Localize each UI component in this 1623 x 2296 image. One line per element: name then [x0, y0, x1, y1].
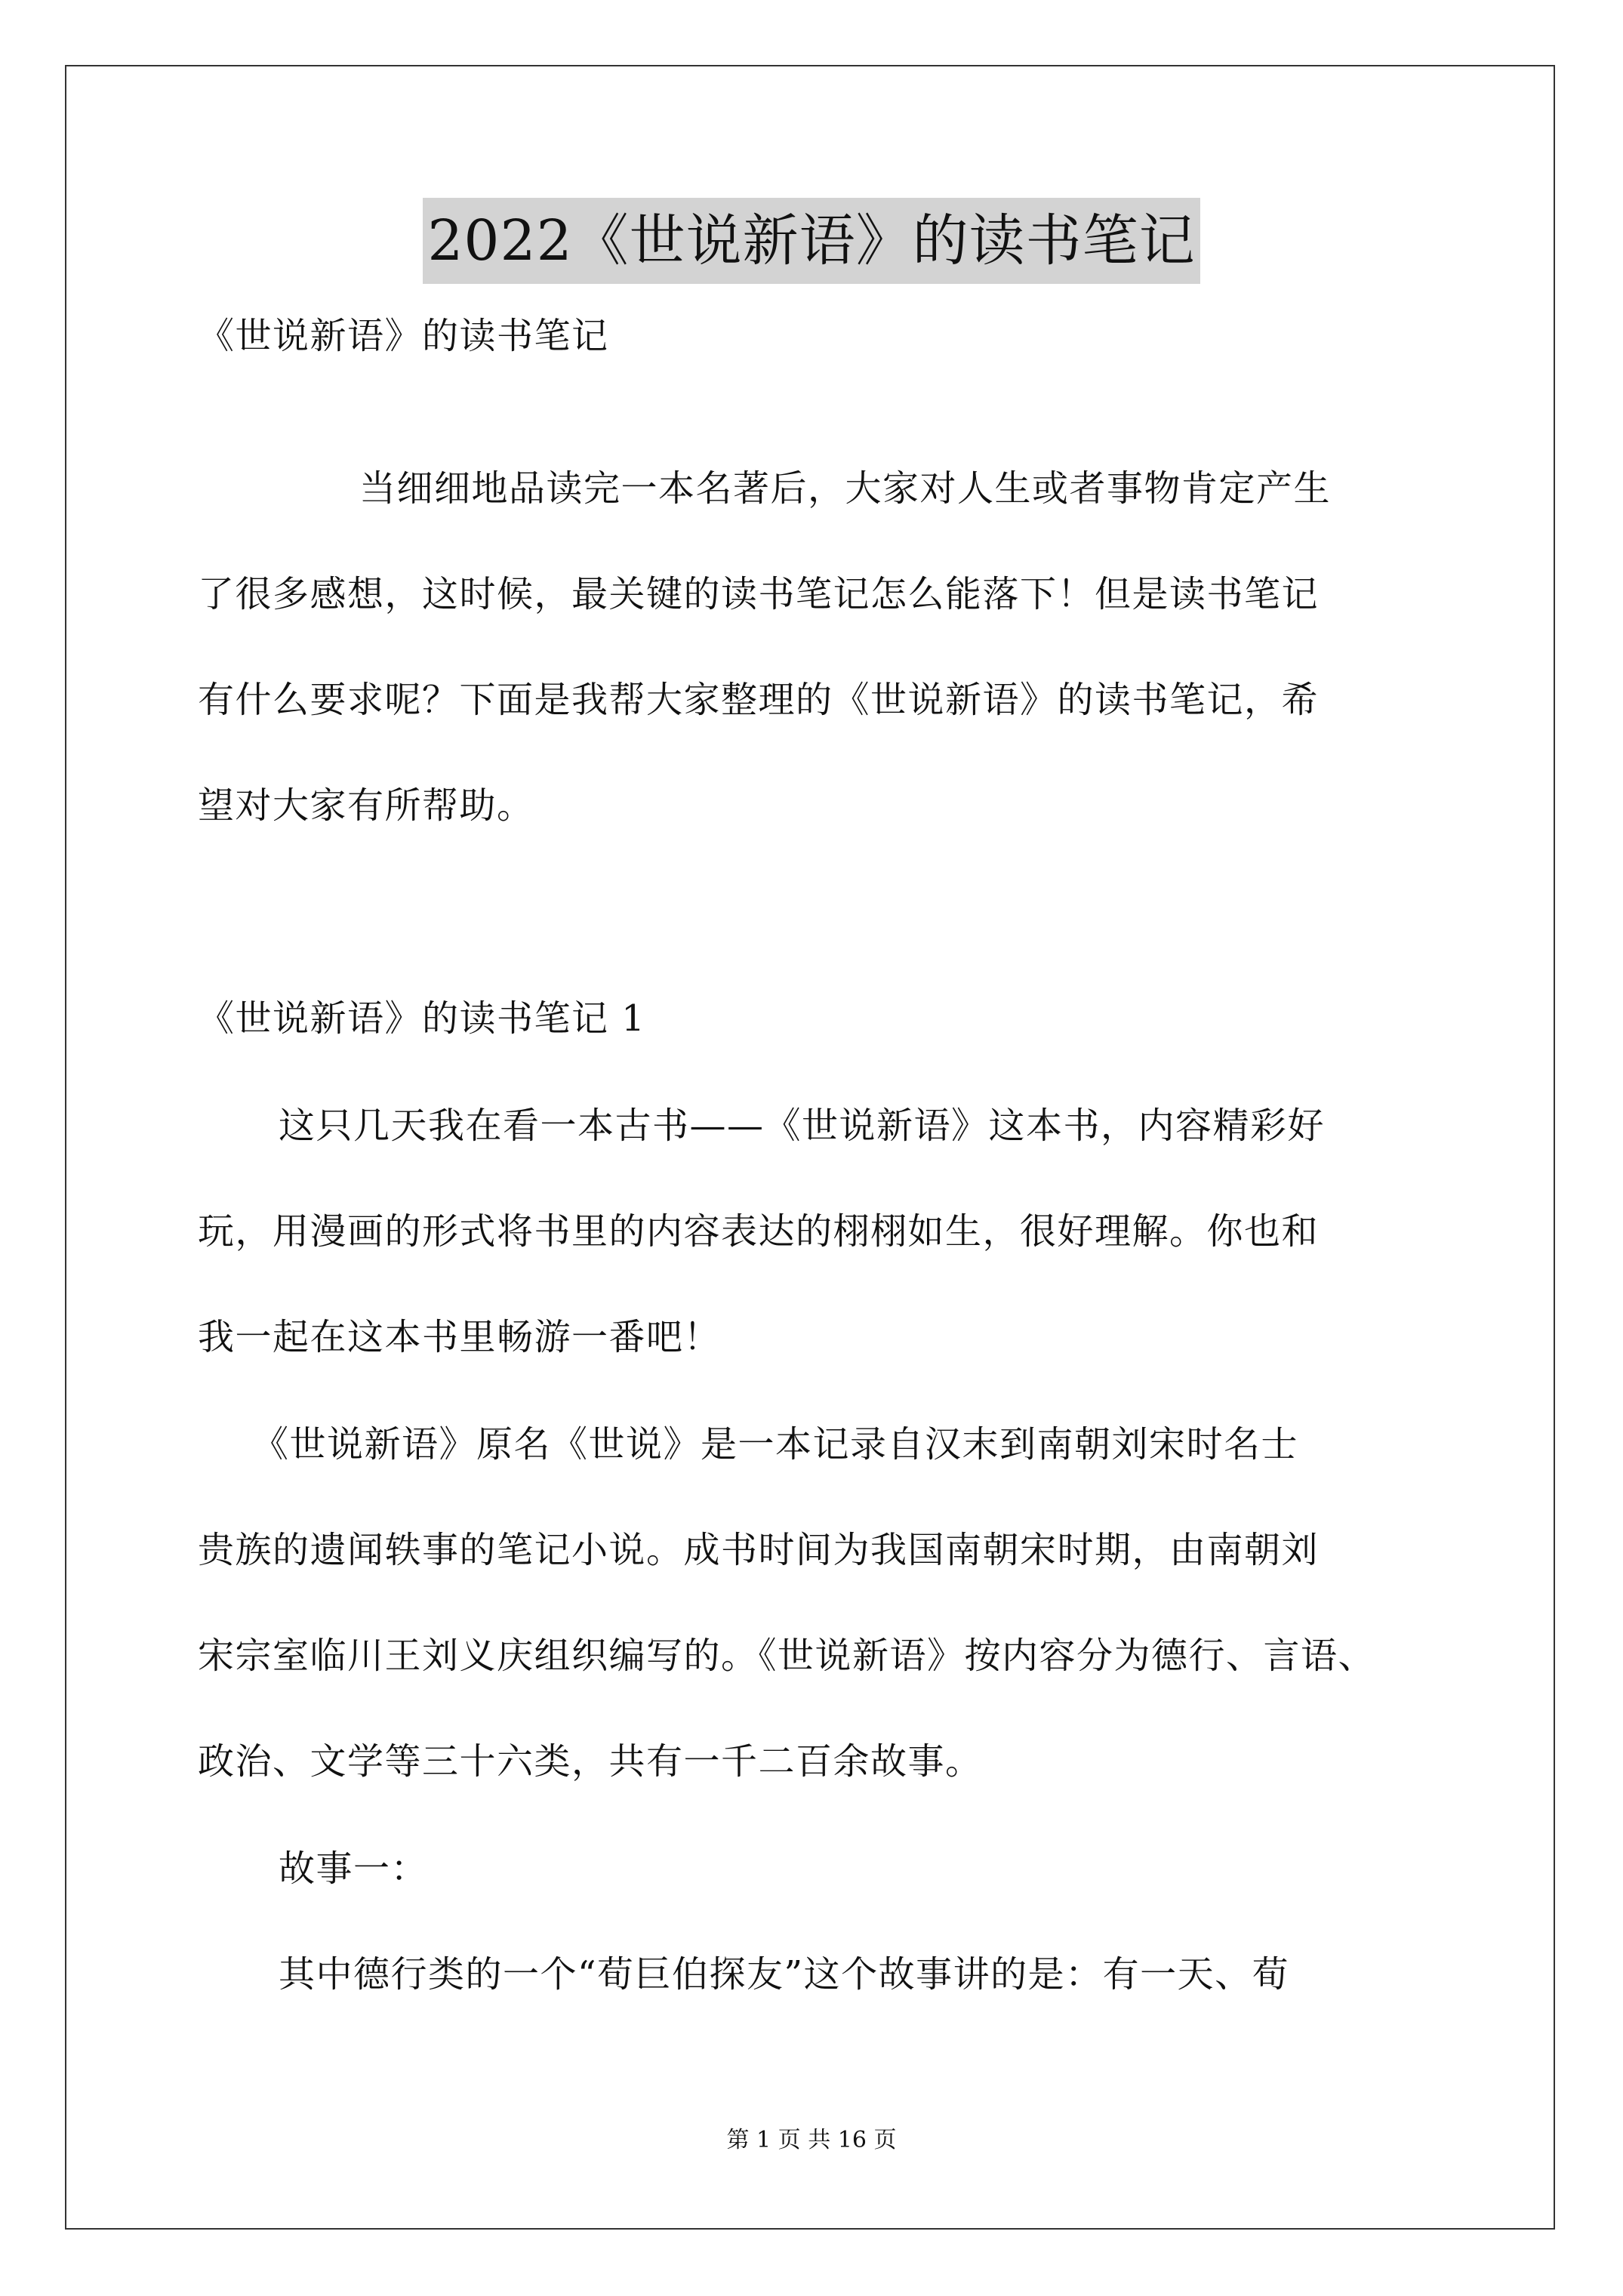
text-line: 当细细地品读完一本名著后，大家对人生或者事物肯定产生: [359, 467, 1332, 510]
text-line: 《世说新语》原名《世说》是一本记录自汉末到南朝刘宋时名士: [252, 1423, 1299, 1465]
text-line: 故事一：: [279, 1848, 429, 1890]
text-line: 了很多感想，这时候，最关键的读书笔记怎么能落下！但是读书笔记: [198, 573, 1320, 615]
text-line: 这只几天我在看一本古书——《世说新语》这本书，内容精彩好: [279, 1105, 1326, 1147]
text-line: 宋宗室临川王刘义庆组织编写的。《世说新语》按内容分为德行、言语、: [198, 1635, 1376, 1677]
text-line: 玩，用漫画的形式将书里的内容表达的栩栩如生，很好理解。你也和: [198, 1210, 1320, 1253]
text-line: 望对大家有所帮助。: [198, 784, 534, 827]
page-footer: 第 1 页 共 16 页: [726, 2127, 897, 2153]
text-line: 其中德行类的一个“荀巨伯探友”这个故事讲的是：有一天、荀: [279, 1953, 1290, 1996]
text-line: 《世说新语》的读书笔记: [198, 315, 609, 357]
document-title: 2022《世说新语》的读书笔记: [423, 198, 1200, 284]
title-area: [0, 198, 1623, 284]
text-line: 《世说新语》的读书笔记 1: [198, 997, 646, 1040]
text-line: 贵族的遗闻轶事的笔记小说。成书时间为我国南朝宋时期，由南朝刘: [198, 1529, 1320, 1571]
text-line: 政治、文学等三十六类，共有一千二百余故事。: [198, 1740, 983, 1783]
text-line: 有什么要求呢？下面是我帮大家整理的《世说新语》的读书笔记，希: [198, 679, 1320, 721]
text-line: 我一起在这本书里畅游一番吧！: [198, 1316, 722, 1358]
